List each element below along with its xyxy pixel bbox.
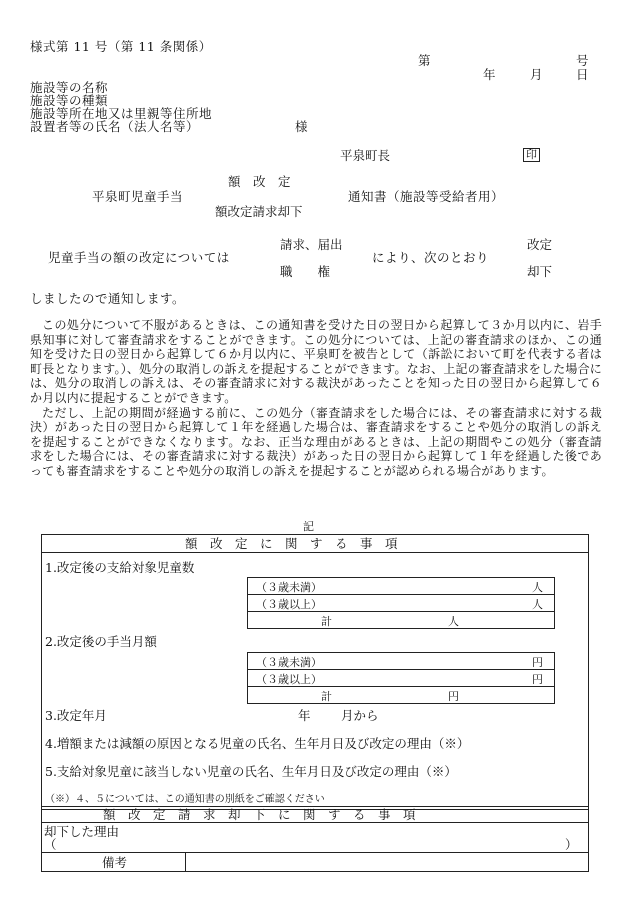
- total-label: 計: [321, 615, 332, 628]
- note-text: （※）４、５については、この通知書の別紙をご確認ください: [45, 794, 325, 805]
- over-3-label: （３歳以上）: [256, 673, 322, 686]
- intro-option-request: 請求、届出: [280, 237, 343, 252]
- over-3-label: （３歳以上）: [256, 598, 322, 611]
- table-divider: [41, 822, 589, 823]
- intro-option-reject: 却下: [527, 264, 553, 279]
- unit-persons: 人: [532, 598, 543, 611]
- title-left: 平泉町児童手当: [92, 189, 184, 204]
- date-month: 月: [530, 67, 543, 82]
- ki-mark: 記: [303, 520, 314, 533]
- intro-closing: しましたので通知します。: [30, 291, 186, 306]
- date-day: 日: [576, 67, 589, 82]
- total-label: 計: [321, 690, 332, 703]
- table-divider: [41, 552, 589, 553]
- recipient-honorific: 様: [295, 119, 308, 134]
- appeal-paragraph-1: この処分について不服があるときは、この通知書を受けた日の翌日から起算して３か月以内に、岩手県知事に対して審査請求をすることができます。この処分については、上記の審査請求のほか、この通知を受けた日の翌日から起算して６か月以内に、平泉町を被告として（訴訟において町を代表する者は町長となります。）、処分の取消しの訴えを提起することができます。なお、上記の審査請求をした場合には、処分の取消しの訴えは、その審査請求に対する裁決があったことを知った日の翌日から起算して６か月以内に提起することができます。: [30, 318, 602, 405]
- unit-persons: 人: [532, 581, 543, 594]
- item-1-label: 1.改定後の支給対象児童数: [45, 560, 195, 575]
- rejection-table-header: 額 改 定 請 求 却 下 に 関 す る 事 項: [103, 807, 416, 822]
- doc-number-prefix: 第: [418, 53, 431, 68]
- item-2-label: 2.改定後の手当月額: [45, 634, 157, 649]
- intro-option-ex-officio: 職 権: [280, 264, 331, 279]
- under-3-label: （３歳未満）: [256, 581, 322, 594]
- unit-yen: 円: [532, 656, 543, 669]
- revision-table-header: 額 改 定 に 関 す る 事 項: [185, 536, 398, 551]
- appeal-paragraph-2: ただし、上記の期間が経過する前に、この処分（審査請求をした場合には、その審査請求に対する裁決）があった日の翌日から起算して１年を経過した場合は、審査請求をすることや処分の取消しの訴えを提起することができなくなります。なお、正当な理由があるときは、上記の期間やこの処分（審査請求をした場合には、その審査請求に対する裁決）があった日の翌日から起算して１年を経過した後であっても審査請求をすることや処分の取消しの訴えを提起することが認められる場合があります。: [30, 405, 602, 478]
- paren-open: （: [44, 837, 57, 852]
- recipient-line: 施設等の種類: [30, 93, 109, 108]
- paren-close: ）: [565, 837, 578, 852]
- issuer-name: 平泉町長: [340, 148, 391, 163]
- unit-yen: 円: [448, 690, 459, 703]
- item-5-label: 5.支給対象児童に該当しない児童の氏名、生年月日及び改定の理由（※）: [45, 764, 457, 779]
- item-3-label: 3.改定年月: [45, 708, 107, 723]
- form-number: 様式第 11 号（第 11 条関係）: [30, 39, 212, 54]
- rejection-reason-label: 却下した理由: [44, 824, 120, 839]
- unit-persons: 人: [448, 615, 459, 628]
- intro-lead: 児童手当の額の改定については: [48, 250, 230, 265]
- intro-option-revise: 改定: [527, 237, 553, 252]
- recipient-line: 施設等の名称: [30, 80, 109, 95]
- recipient-line: 設置者等の氏名（法人名等）: [30, 119, 200, 134]
- item-4-label: 4.増額または減額の原因となる児童の氏名、生年月日及び改定の理由（※）: [45, 736, 470, 751]
- revision-year: 年: [298, 708, 311, 723]
- title-option-rejection: 額改定請求却下: [215, 204, 303, 219]
- title-option-revision: 額 改 定: [228, 174, 291, 189]
- date-year: 年: [483, 67, 496, 82]
- table-divider: [41, 852, 589, 853]
- seal-mark: 印: [523, 148, 540, 162]
- doc-number-suffix: 号: [576, 53, 589, 68]
- recipient-line: 施設等所在地又は里親等住所地: [30, 106, 213, 121]
- appeal-notice: [30, 318, 602, 479]
- table-divider: [185, 852, 186, 872]
- unit-yen: 円: [532, 673, 543, 686]
- intro-middle: により、次のとおり: [372, 250, 490, 265]
- title-right: 通知書（施設等受給者用）: [348, 189, 505, 204]
- remarks-label: 備考: [102, 855, 128, 870]
- under-3-label: （３歳未満）: [256, 656, 322, 669]
- revision-from-month: 月から: [341, 708, 379, 723]
